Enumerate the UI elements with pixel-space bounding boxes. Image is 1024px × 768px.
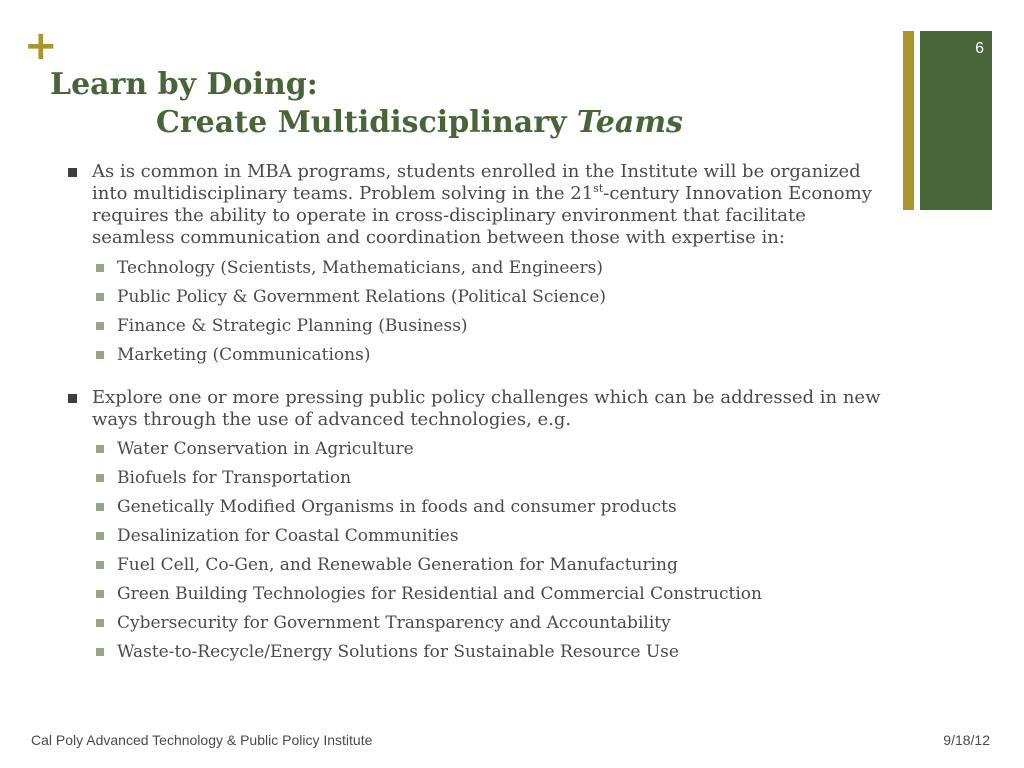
title-line-2-italic: Teams — [576, 105, 683, 140]
square-bullet-icon — [96, 532, 104, 540]
sub-bullet-text: Finance & Strategic Planning (Business) — [117, 316, 468, 336]
bullet-text: Explore one or more pressing public policy challenges which can be addressed in new ways through the use of advanced technologies, e.g. — [92, 387, 881, 430]
sub-bullet-item — [66, 526, 886, 546]
sub-bullet-item — [66, 584, 886, 604]
square-bullet-icon — [96, 474, 104, 482]
sub-bullet-item — [66, 287, 886, 307]
square-bullet-icon — [96, 264, 104, 272]
superscript: st — [593, 182, 604, 195]
sub-bullet-text: Green Building Technologies for Residential and Commercial Construction — [117, 584, 762, 604]
bullet-text — [92, 161, 872, 248]
bullet-item — [66, 387, 886, 431]
sub-bullet-text: Public Policy & Government Relations (Political Science) — [117, 287, 607, 307]
square-bullet-icon — [96, 351, 104, 359]
footer-date: 9/18/12 — [943, 732, 990, 748]
sub-bullet-text: Biofuels for Transportation — [117, 468, 352, 488]
bullet-item — [66, 161, 886, 249]
sub-bullet-item — [66, 642, 886, 662]
square-bullet-icon — [96, 503, 104, 511]
sub-bullet-item — [66, 613, 886, 633]
title-line-2 — [50, 104, 683, 142]
square-bullet-icon — [96, 322, 104, 330]
slide-title — [50, 66, 683, 142]
slide-content — [66, 161, 886, 662]
sub-bullet-text: Waste-to-Recycle/Energy Solutions for Sustainable Resource Use — [117, 642, 679, 662]
sub-bullet-text: Genetically Modified Organisms in foods and consumer products — [117, 497, 677, 517]
sub-bullet-text: Desalinization for Coastal Communities — [117, 526, 459, 546]
sub-bullet-item — [66, 497, 886, 517]
square-bullet-icon — [96, 445, 104, 453]
square-bullet-icon — [68, 394, 77, 403]
sub-bullet-text: Technology (Scientists, Mathematicians, and Engineers) — [117, 258, 603, 278]
square-bullet-icon — [96, 648, 104, 656]
title-line-2-plain: Create Multidisciplinary — [156, 105, 577, 140]
sub-bullet-text: Water Conservation in Agriculture — [117, 439, 414, 459]
square-bullet-icon — [96, 619, 104, 627]
sub-bullet-item — [66, 316, 886, 336]
footer-organization: Cal Poly Advanced Technology & Public Policy Institute — [31, 732, 373, 748]
title-line-1: Learn by Doing: — [50, 67, 318, 102]
sub-bullet-item — [66, 439, 886, 459]
gold-accent-bar — [903, 31, 914, 210]
sub-bullet-item — [66, 555, 886, 575]
square-bullet-icon — [68, 168, 77, 177]
sub-bullet-item — [66, 468, 886, 488]
square-bullet-icon — [96, 561, 104, 569]
square-bullet-icon — [96, 590, 104, 598]
sub-bullet-item — [66, 345, 886, 365]
slide-number: 6 — [975, 40, 984, 57]
sub-bullet-text: Marketing (Communications) — [117, 345, 371, 365]
bullet-text-part2: -century Innovation Economy requires the ability to operate in cross-disciplinary environment that facilitate seamless communication and coordination between those with expertise in: — [92, 183, 872, 248]
sub-bullet-text: Fuel Cell, Co-Gen, and Renewable Generation for Manufacturing — [117, 555, 678, 575]
square-bullet-icon — [96, 293, 104, 301]
sub-bullet-item — [66, 258, 886, 278]
sub-bullet-text: Cybersecurity for Government Transparency and Accountability — [117, 613, 671, 633]
bullet-text-part1: As is common in MBA programs, students enrolled in the Institute will be organized into multidisciplinary teams. Problem solving in the 21 — [92, 161, 861, 204]
plus-icon: + — [24, 23, 58, 69]
